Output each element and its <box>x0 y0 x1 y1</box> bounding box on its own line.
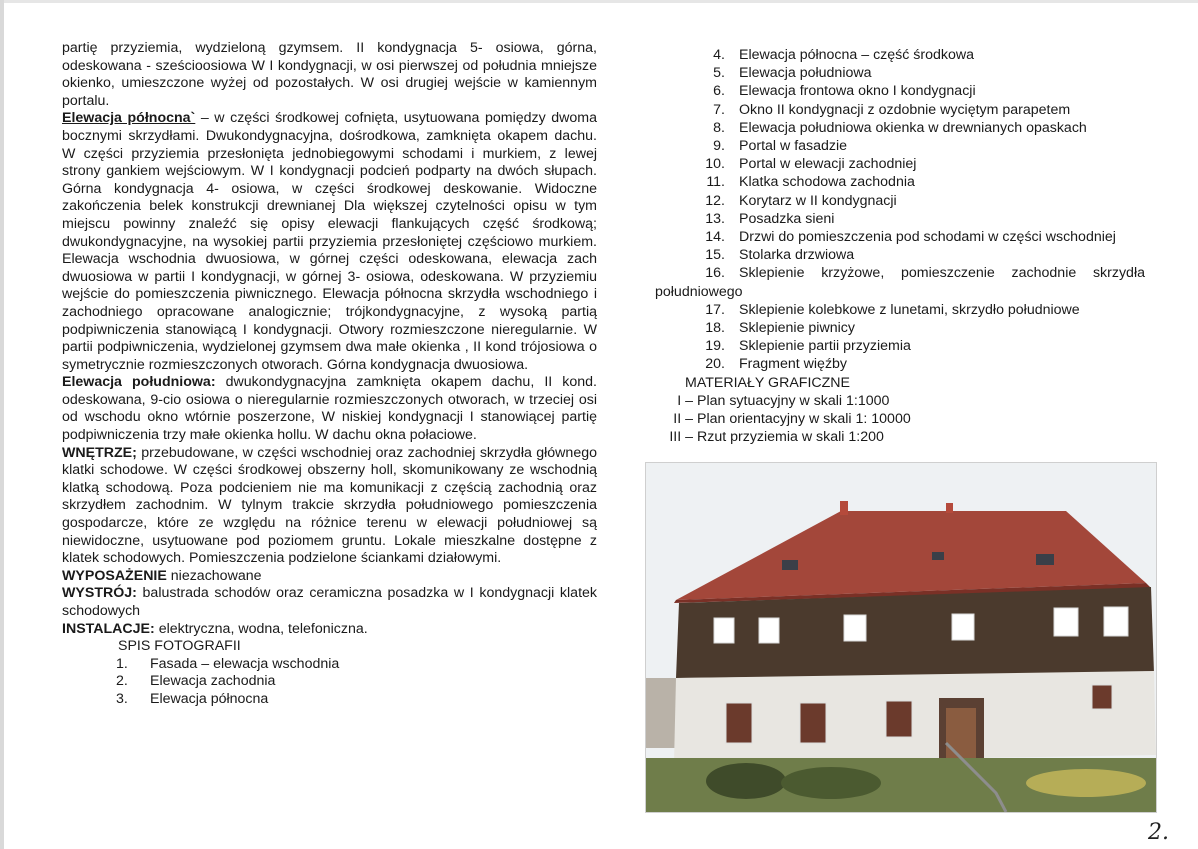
list-text: Portal w fasadzie <box>739 138 848 155</box>
list-item <box>655 173 1145 191</box>
paragraph-installations <box>62 621 597 639</box>
list-number: 8. <box>713 119 725 136</box>
list-item <box>655 155 1145 173</box>
list-text: Okno II kondygnacji z ozdobnie wyciętym parapetem <box>739 101 1071 118</box>
shrub <box>706 763 786 799</box>
entrance-door <box>946 708 976 763</box>
list-number: II – <box>673 411 693 428</box>
list-number: 7. <box>713 101 725 118</box>
roof-window <box>932 552 944 560</box>
photo-list-left <box>62 656 597 709</box>
list-item <box>655 392 1145 410</box>
list-number: 20. <box>705 356 725 373</box>
list-item <box>655 82 1145 100</box>
list-number: 11. <box>706 174 725 191</box>
list-number: 15. <box>705 247 725 264</box>
list-text: Sklepienie krzyżowe, pomieszczenie zachodnie skrzydła <box>739 265 1145 282</box>
list-number: 6. <box>713 83 725 100</box>
south-facade-label: Elewacja południowa: <box>62 374 216 391</box>
list-number: 10. <box>705 156 725 173</box>
interior-text: przebudowane, w części wschodniej oraz zachodniej skrzydła głównego klatki schodowe. W części środkowej obszerny holl, skomunikowany ze wschodnią klatką schodową. Poza podcieniem nie ma komunikacji z częścią zachodnią oraz skrzydłem zachodnim. W tylnym trakcie skrzydła południowego pomieszczenia gospodarcze, które ze względu na różnice terenu w elewacji południowej są niewidoczne, usytuowane pod poziomem gruntu. Lokale mieszkalne dostępne z klatek schodowych. Pomieszczenia podzielone ściankami działowymi. <box>62 444 597 567</box>
list-item <box>655 192 1145 210</box>
list-text: Elewacja frontowa okno I kondygnacji <box>739 83 976 100</box>
list-number: 2. <box>116 673 128 690</box>
list-text: Drzwi do pomieszczenia pod schodami w części wschodniej <box>739 229 1116 246</box>
list-item <box>655 355 1145 373</box>
list-text: Elewacja zachodnia <box>150 673 276 690</box>
list-text: Plan orientacyjny w skali 1: 10000 <box>697 411 911 428</box>
list-text: Fragment więźby <box>739 356 848 373</box>
list-text: Sklepienie partii przyziemia <box>739 338 911 355</box>
list-number: 5. <box>713 65 725 82</box>
list-number: 1. <box>116 655 128 672</box>
list-text: Elewacja południowa okienka w drewnianych opaskach <box>739 119 1087 136</box>
south-facade-text: dwukondygnacyjna zamknięta okapem dachu, II kond. odeskowana, 9-cio osiowa o nieregularnie rozmieszczonych otworach, w trzeciej osi od wschodu okno wtórnie poszerzone, W niskiej kondygnacji I stanowiącej partię podpiwniczenia trzy małe okienka hollu. W dachu okna połaciowe. <box>62 374 598 444</box>
building-illustration <box>646 463 1156 812</box>
materials-heading: MATERIAŁY GRAFICZNE <box>685 374 851 391</box>
list-item <box>655 301 1145 319</box>
list-item <box>116 656 597 674</box>
list-item <box>655 246 1145 264</box>
paragraph-decor <box>62 585 597 620</box>
list-number: 18. <box>705 320 725 337</box>
materials-list <box>655 392 1145 447</box>
list-number: 13. <box>705 210 725 227</box>
list-item <box>655 210 1145 228</box>
photo-list-right <box>655 46 1145 374</box>
installations-text: elektryczna, wodna, telefoniczna. <box>154 620 368 637</box>
list-text: Korytarz w II kondygnacji <box>739 192 897 209</box>
paragraph-east-facade-end: partię przyziemia, wydzieloną gzymsem. II kondygnacja 5- osiowa, górna, odeskowana - sześcioosiowa W I kondygnacji, w osi pierwszej od południa mniejsze okienko, umieszczone wyżej od pozostałych. W osi drugiej wejście w kamiennym portalu. <box>62 40 597 109</box>
scan-left-edge <box>0 0 4 849</box>
list-text: Fasada – elewacja wschodnia <box>150 655 340 672</box>
list-item <box>655 319 1145 337</box>
list-item <box>655 428 1145 446</box>
list-text: Elewacja północna – część środkowa <box>739 47 975 63</box>
list-number: 19. <box>705 338 725 355</box>
list-item <box>655 137 1145 155</box>
list-number: I – <box>677 392 693 409</box>
list-item <box>116 673 597 691</box>
list-text: Rzut przyziemia w skali 1:200 <box>697 429 884 446</box>
list-number: 14. <box>705 229 725 246</box>
roof-window <box>1036 554 1054 565</box>
chimney-right <box>946 503 953 513</box>
list-text: Stolarka drzwiowa <box>739 247 855 264</box>
list-item <box>655 228 1145 246</box>
north-facade-text: – w części środkowej cofnięta, usytuowana pomiędzy dwoma bocznymi skrzydłami. Dwukondygnacyjna, dośrodkowa, zamknięta okapem dachu. W części przyziemia przesłonięta jednobiegowymi schodami i murkiem, z lewej strony gankiem wejściowym. W I kondygnacji podcień podparty na dwóch słupach. Górna kondygnacja 4- osiowa, w części środkowej deskowanie. Widoczne zakończenia belek konstrukcji drewnianej Dla większej czytelności opisu w tym miejscu powinny znaleźć się opisy elewacji flankujących część środkową; dwukondygnacyjne, na wysokiej partii przyziemia przesłoniętej częściowo murkiem. Elewacja wschodnia dwuosiowa, w górnej części odeskowana, elewacja zach dwuosiowa w partii I kondygnacji, w górnej 3- osiowa, odeskowana. W przyziemiu wejście do pomieszczenia piwnicznego. Elewacja północna skrzydła wschodniego i zachodniego opracowane analogicznie; trójkondygnacyjne, z wysoką partią podpiwniczenia stanowiącą I kondygnacji. Otwory rozmieszczone nieregularnie. W partii podpiwniczenia, wydzielonej gzymsem dwa małe okienka , II kond trójosiowa o symetrycznie rozmieszczonych otworach. Górna kondygnacja dwuosiowa. <box>62 110 598 373</box>
list-item <box>655 101 1145 119</box>
list-item <box>116 691 597 709</box>
list-text: Elewacja północna <box>150 690 269 707</box>
north-facade-label: Elewacja północna` <box>62 110 196 127</box>
list-item <box>655 264 1145 300</box>
equipment-text: niezachowane <box>166 567 262 584</box>
paragraph-interior <box>62 445 597 568</box>
decor-text: balustrada schodów oraz ceramiczna posadzka w I kondygnacji klatek schodowych <box>62 585 597 619</box>
photo-list-heading: SPIS FOTOGRAFII <box>118 638 241 655</box>
list-number: III – <box>669 429 693 446</box>
left-column <box>62 40 597 709</box>
list-number: 3. <box>116 690 128 707</box>
scan-top-edge <box>0 0 1198 3</box>
building-photo <box>645 462 1157 813</box>
list-item <box>655 119 1145 137</box>
paragraph-south-facade <box>62 374 597 444</box>
list-item <box>655 46 1145 64</box>
list-number: 9. <box>713 138 725 155</box>
list-text: Sklepienie kolebkowe z lunetami, skrzydło południowe <box>739 301 1080 318</box>
installations-label: INSTALACJE: <box>62 620 155 637</box>
list-number: 16. <box>705 265 725 282</box>
list-text: Posadzka sieni <box>739 210 835 227</box>
paragraph-north-facade <box>62 110 597 374</box>
interior-label: WNĘTRZE; <box>62 444 137 461</box>
list-item <box>655 64 1145 82</box>
list-number: 4. <box>713 47 725 63</box>
list-text: Plan sytuacyjny w skali 1:1000 <box>697 392 890 409</box>
list-text: Elewacja południowa <box>739 65 872 82</box>
list-text-continued: południowego <box>655 283 743 300</box>
paragraph-equipment <box>62 568 597 586</box>
roof-window <box>782 560 798 570</box>
list-text: Klatka schodowa zachodnia <box>739 174 915 191</box>
list-item <box>655 337 1145 355</box>
list-text: Portal w elewacji zachodniej <box>739 156 917 173</box>
right-column <box>655 46 1145 446</box>
decor-label: WYSTRÓJ: <box>62 585 137 602</box>
handwritten-page-number: 2. <box>1148 820 1169 845</box>
list-number: 12. <box>705 192 725 209</box>
equipment-label: WYPOSAŻENIE <box>62 567 167 584</box>
list-number: 17. <box>705 301 725 318</box>
shrub <box>781 767 881 799</box>
chimney-left <box>840 501 848 515</box>
list-text: Sklepienie piwnicy <box>739 320 855 337</box>
flower-bed <box>1026 769 1146 797</box>
list-item <box>655 410 1145 428</box>
